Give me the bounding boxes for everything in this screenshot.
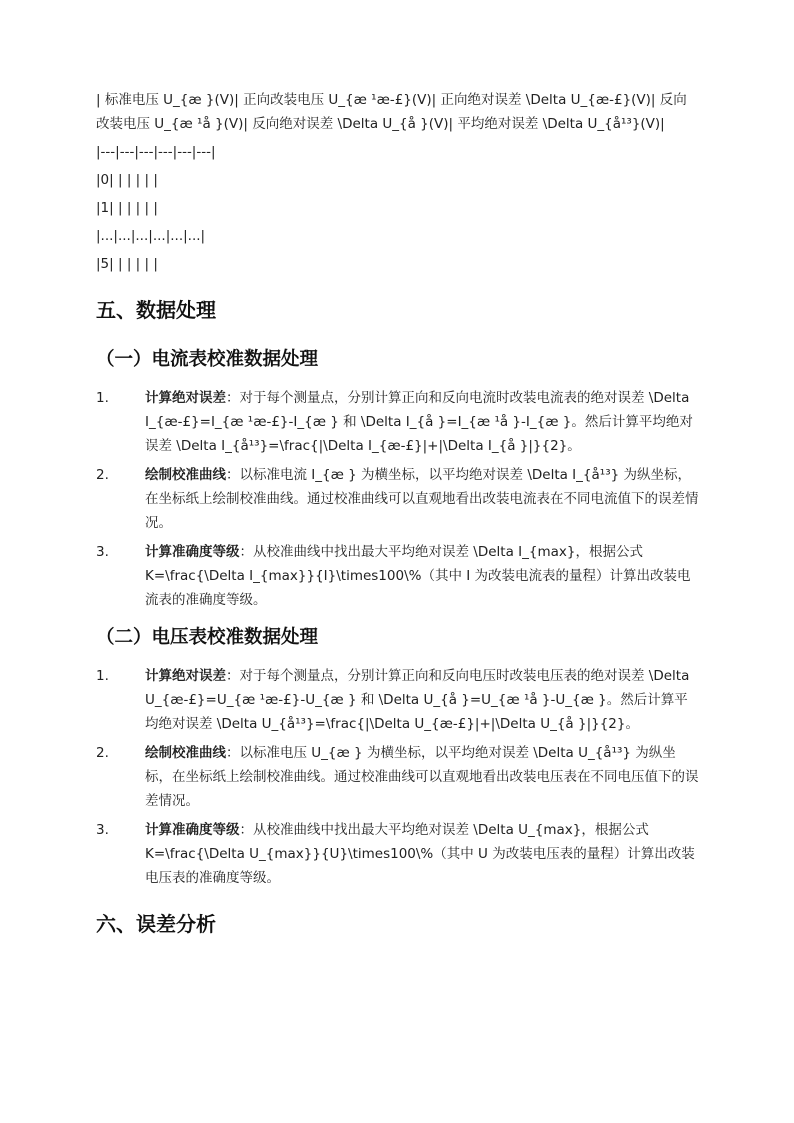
step-lead: 绘制校准曲线 <box>145 467 226 483</box>
list-number: 2. <box>96 467 109 483</box>
step-text: ：从校准曲线中找出最大平均绝对误差 \Delta I_{max}，根据公式 K=\frac{\Delta I_{max}}{I}\times100\%（其中 I 为改装电流表的量程）计算出改装电流表的准确度等级。 <box>145 544 691 608</box>
list-item <box>96 463 700 535</box>
subheading-voltmeter-calibration: （二）电压表校准数据处理 <box>96 627 319 648</box>
table-header-text: | 标准电压 U_{æ }(V)| 正向改装电压 U_{æ ¹æ-£}(V)| 正向绝对误差 \Delta U_{æ-£}(V)| 反向改装电压 U_{æ ¹å }(V)| 反向绝对误差 \Delta U_{å }(V)| 平均绝对误差 \Delta U_{å¹³}(V)| <box>96 92 687 132</box>
list-number: 1. <box>96 668 109 684</box>
voltmeter-steps-list <box>96 664 700 890</box>
step-lead: 计算准确度等级 <box>145 544 240 560</box>
table-row: |0| | | | | | <box>96 172 158 188</box>
step-lead: 计算绝对误差 <box>145 390 226 406</box>
step-lead: 计算准确度等级 <box>145 822 240 838</box>
list-number: 1. <box>96 390 109 406</box>
step-text: ：对于每个测量点，分别计算正向和反向电压时改装电压表的绝对误差 \Delta U_{æ-£}=U_{æ ¹æ-£}-U_{æ } 和 \Delta U_{å }=U_{æ ¹å }-U_{æ }。然后计算平均绝对误差 \Delta U_{å¹³}=\frac{|\Delta U_{æ-£}|+|\Delta U_{å }|}{2}。 <box>145 668 690 732</box>
step-text: ：对于每个测量点，分别计算正向和反向电流时改装电流表的绝对误差 \Delta I_{æ-£}=I_{æ ¹æ-£}-I_{æ } 和 \Delta I_{å }=I_{æ ¹å }-I_{æ }。然后计算平均绝对误差 \Delta I_{å¹³}=\frac{|\Delta I_{æ-£}|+|\Delta I_{å }|}{2}。 <box>145 390 693 454</box>
table-row: |1| | | | | | <box>96 200 158 216</box>
step-text: ：从校准曲线中找出最大平均绝对误差 \Delta U_{max}，根据公式 K=\frac{\Delta U_{max}}{U}\times100\%（其中 U 为改装电压表的量程）计算出改装电压表的准确度等级。 <box>145 822 695 886</box>
list-number: 2. <box>96 745 109 761</box>
ammeter-steps-list <box>96 386 700 612</box>
list-item <box>96 818 700 890</box>
table-row: |...|...|...|...|...|...| <box>96 228 206 244</box>
list-number: 3. <box>96 822 109 838</box>
list-number: 3. <box>96 544 109 560</box>
list-item <box>96 741 700 813</box>
step-text: ：以标准电流 I_{æ } 为横坐标，以平均绝对误差 \Delta I_{å¹³} 为纵坐标，在坐标纸上绘制校准曲线。通过校准曲线可以直观地看出改装电流表在不同电流值下的误差情况。 <box>145 467 699 531</box>
section-heading-data-processing: 五、数据处理 <box>96 298 216 322</box>
table-row: |---|---|---|---|---|---| <box>96 144 216 160</box>
list-item <box>96 386 700 458</box>
subheading-ammeter-calibration: （一）电流表校准数据处理 <box>96 349 319 370</box>
list-item <box>96 664 700 736</box>
table-row: |5| | | | | | <box>96 256 158 272</box>
section-heading-error-analysis: 六、误差分析 <box>96 912 216 936</box>
list-item <box>96 540 700 612</box>
document-page <box>96 88 700 960</box>
step-text: ：以标准电压 U_{æ } 为横坐标，以平均绝对误差 \Delta U_{å¹³} 为纵坐标，在坐标纸上绘制校准曲线。通过校准曲线可以直观地看出改装电压表在不同电压值下的误差情况。 <box>145 745 699 809</box>
step-lead: 计算绝对误差 <box>145 668 226 684</box>
step-lead: 绘制校准曲线 <box>145 745 226 761</box>
